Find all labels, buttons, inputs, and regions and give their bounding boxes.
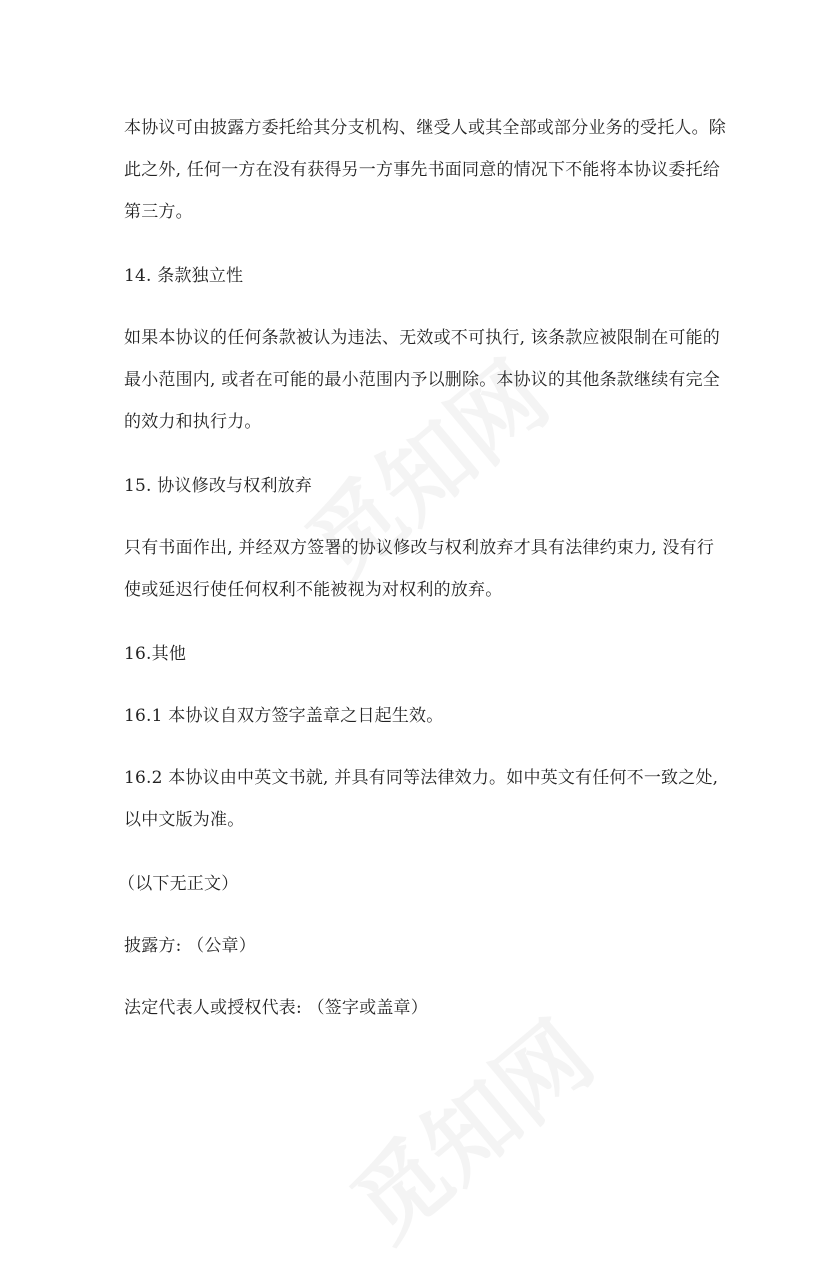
para-delegation-line-1: 本协议可由披露方委托给其分支机构、继受人或其全部或部分业务的受托人。除 (124, 118, 726, 138)
heading-severability: 14. 条款独立性 (124, 266, 244, 286)
para-severability-line-1: 如果本协议的任何条款被认为违法、无效或不可执行, 该条款应被限制在可能的 (124, 328, 721, 348)
para-severability-line-2: 最小范围内, 或者在可能的最小范围内予以删除。本协议的其他条款继续有完全 (124, 370, 721, 390)
para-delegation-line-3: 第三方。 (124, 202, 193, 222)
discloser-seal-line: 披露方: （公章） (124, 936, 256, 956)
no-further-text-note: （以下无正文） (118, 874, 239, 894)
watermark-bottom (320, 987, 616, 1265)
para-severability-line-3: 的效力和执行力。 (124, 412, 262, 432)
clause-16-1: 16.1 本协议自双方签字盖章之日起生效。 (124, 706, 444, 726)
clause-16-2-line-2: 以中文版为准。 (124, 810, 245, 830)
heading-miscellaneous: 16.其他 (124, 644, 187, 664)
para-delegation-line-2: 此之外, 任何一方在没有获得另一方事先书面同意的情况下不能将本协议委托给 (124, 160, 721, 180)
heading-amendment-waiver: 15. 协议修改与权利放弃 (124, 476, 313, 496)
clause-16-2-line-1: 16.2 本协议由中英文书就, 并具有同等法律效力。如中英文有任何不一致之处, (124, 768, 719, 788)
para-amendment-line-1: 只有书面作出, 并经双方签署的协议修改与权利放弃才具有法律约束力, 没有行 (124, 538, 715, 558)
representative-signature-line: 法定代表人或授权代表: （签字或盖章） (124, 998, 428, 1018)
para-amendment-line-2: 使或延迟行使任何权利不能被视为对权利的放弃。 (124, 580, 503, 600)
